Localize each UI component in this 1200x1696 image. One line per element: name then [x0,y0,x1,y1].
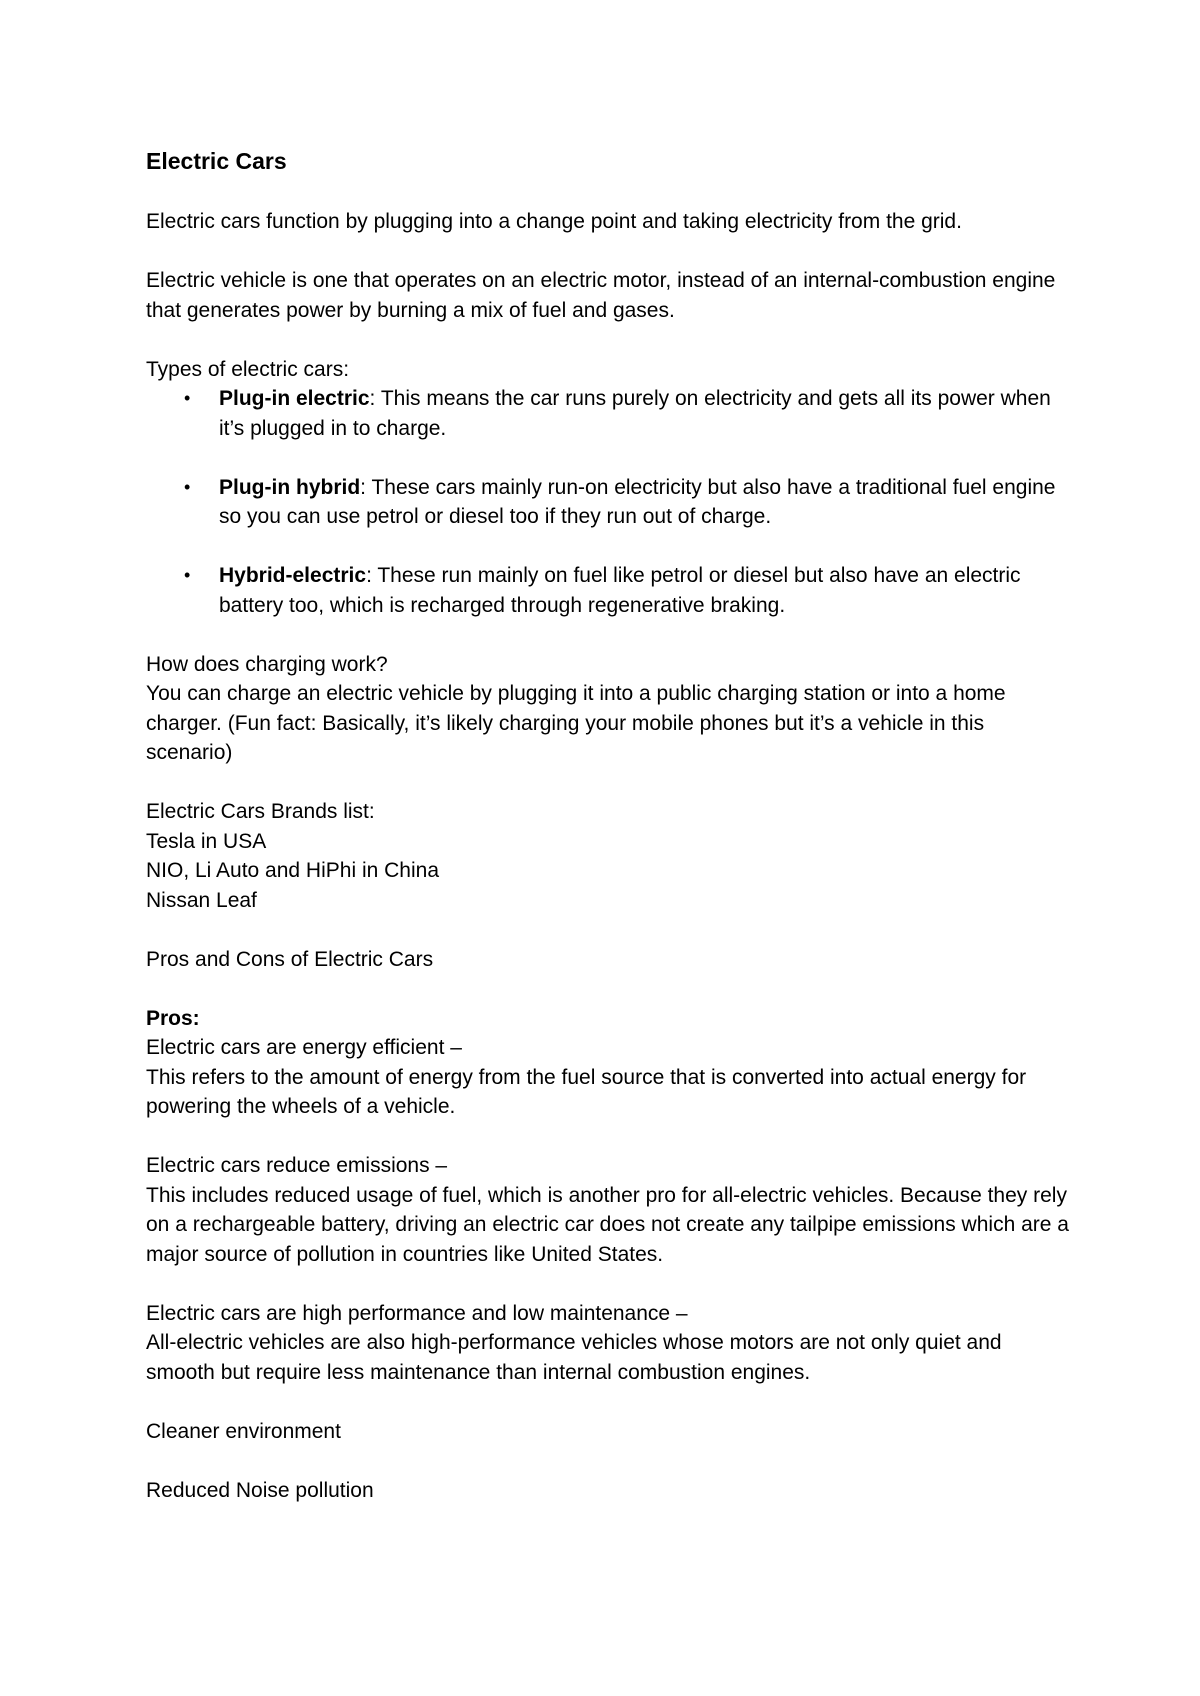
brand-item: Nissan Leaf [146,888,257,912]
bullet-icon: • [184,476,191,497]
type-description: : These run mainly on fuel like petrol or diesel but also have an electric battery too, which is recharged through regenerative braking. [219,564,1021,617]
pro-title: Electric cars reduce emissions – [146,1154,448,1177]
list-item [146,473,1076,532]
brands-heading: Electric Cars Brands list: [146,800,375,823]
bullet-icon: • [184,388,191,408]
pros-heading: Pros: [146,1006,200,1030]
bullet-icon: • [184,565,191,585]
pro-extra: Cleaner environment [146,1419,341,1443]
pros-cons-heading: Pros and Cons of Electric Cars [146,947,434,971]
type-term: Hybrid-electric [219,564,367,587]
pro-text: This refers to the amount of energy from the fuel source that is converted into actual energy for powering the wheels of a vehicle. [146,1065,1027,1118]
types-heading: Types of electric cars: [146,357,350,381]
type-term: Plug-in hybrid [219,475,361,499]
pro-title: Electric cars are energy efficient – [146,1036,462,1059]
document-title: Electric Cars [146,148,287,174]
intro-paragraph-2: Electric vehicle is one that operates on an electric motor, instead of an internal-combustion engine that generates power by burning a mix of fuel and gases. [146,269,1056,322]
list-item [146,384,1076,443]
charging-answer: You can charge an electric vehicle by plugging it into a public charging station or into a home charger. (Fun fact: Basically, it’s likely charging your mobile phones but it’s a vehicle in this scenario) [146,682,1006,764]
pro-extra: Reduced Noise pollution [146,1478,374,1502]
list-item [146,561,1076,620]
types-list [146,384,1076,620]
pro-title: Electric cars are high performance and low maintenance – [146,1301,688,1325]
type-term: Plug-in electric [219,387,370,410]
pro-text: All-electric vehicles are also high-performance vehicles whose motors are not only quiet and smooth but require less maintenance than internal combustion engines. [146,1331,1002,1384]
type-description: : This means the car runs purely on electricity and gets all its power when it’s plugged in to charge. [219,387,1051,440]
brand-item: Tesla in USA [146,829,267,853]
charging-question: How does charging work? [146,652,388,676]
brand-item: NIO, Li Auto and HiPhi in China [146,859,439,882]
pro-text: This includes reduced usage of fuel, which is another pro for all-electric vehicles. Because they rely on a rechargeable battery, driving an electric car does not create any tailpipe emissions which are a major source of pollution in countries like United States. [146,1183,1069,1266]
document-body [146,145,1076,1505]
type-description: : These cars mainly run-on electricity but also have a traditional fuel engine so you can use petrol or diesel too if they run out of charge. [219,475,1056,528]
intro-paragraph-1: Electric cars function by plugging into a change point and taking electricity from the grid. [146,210,962,233]
